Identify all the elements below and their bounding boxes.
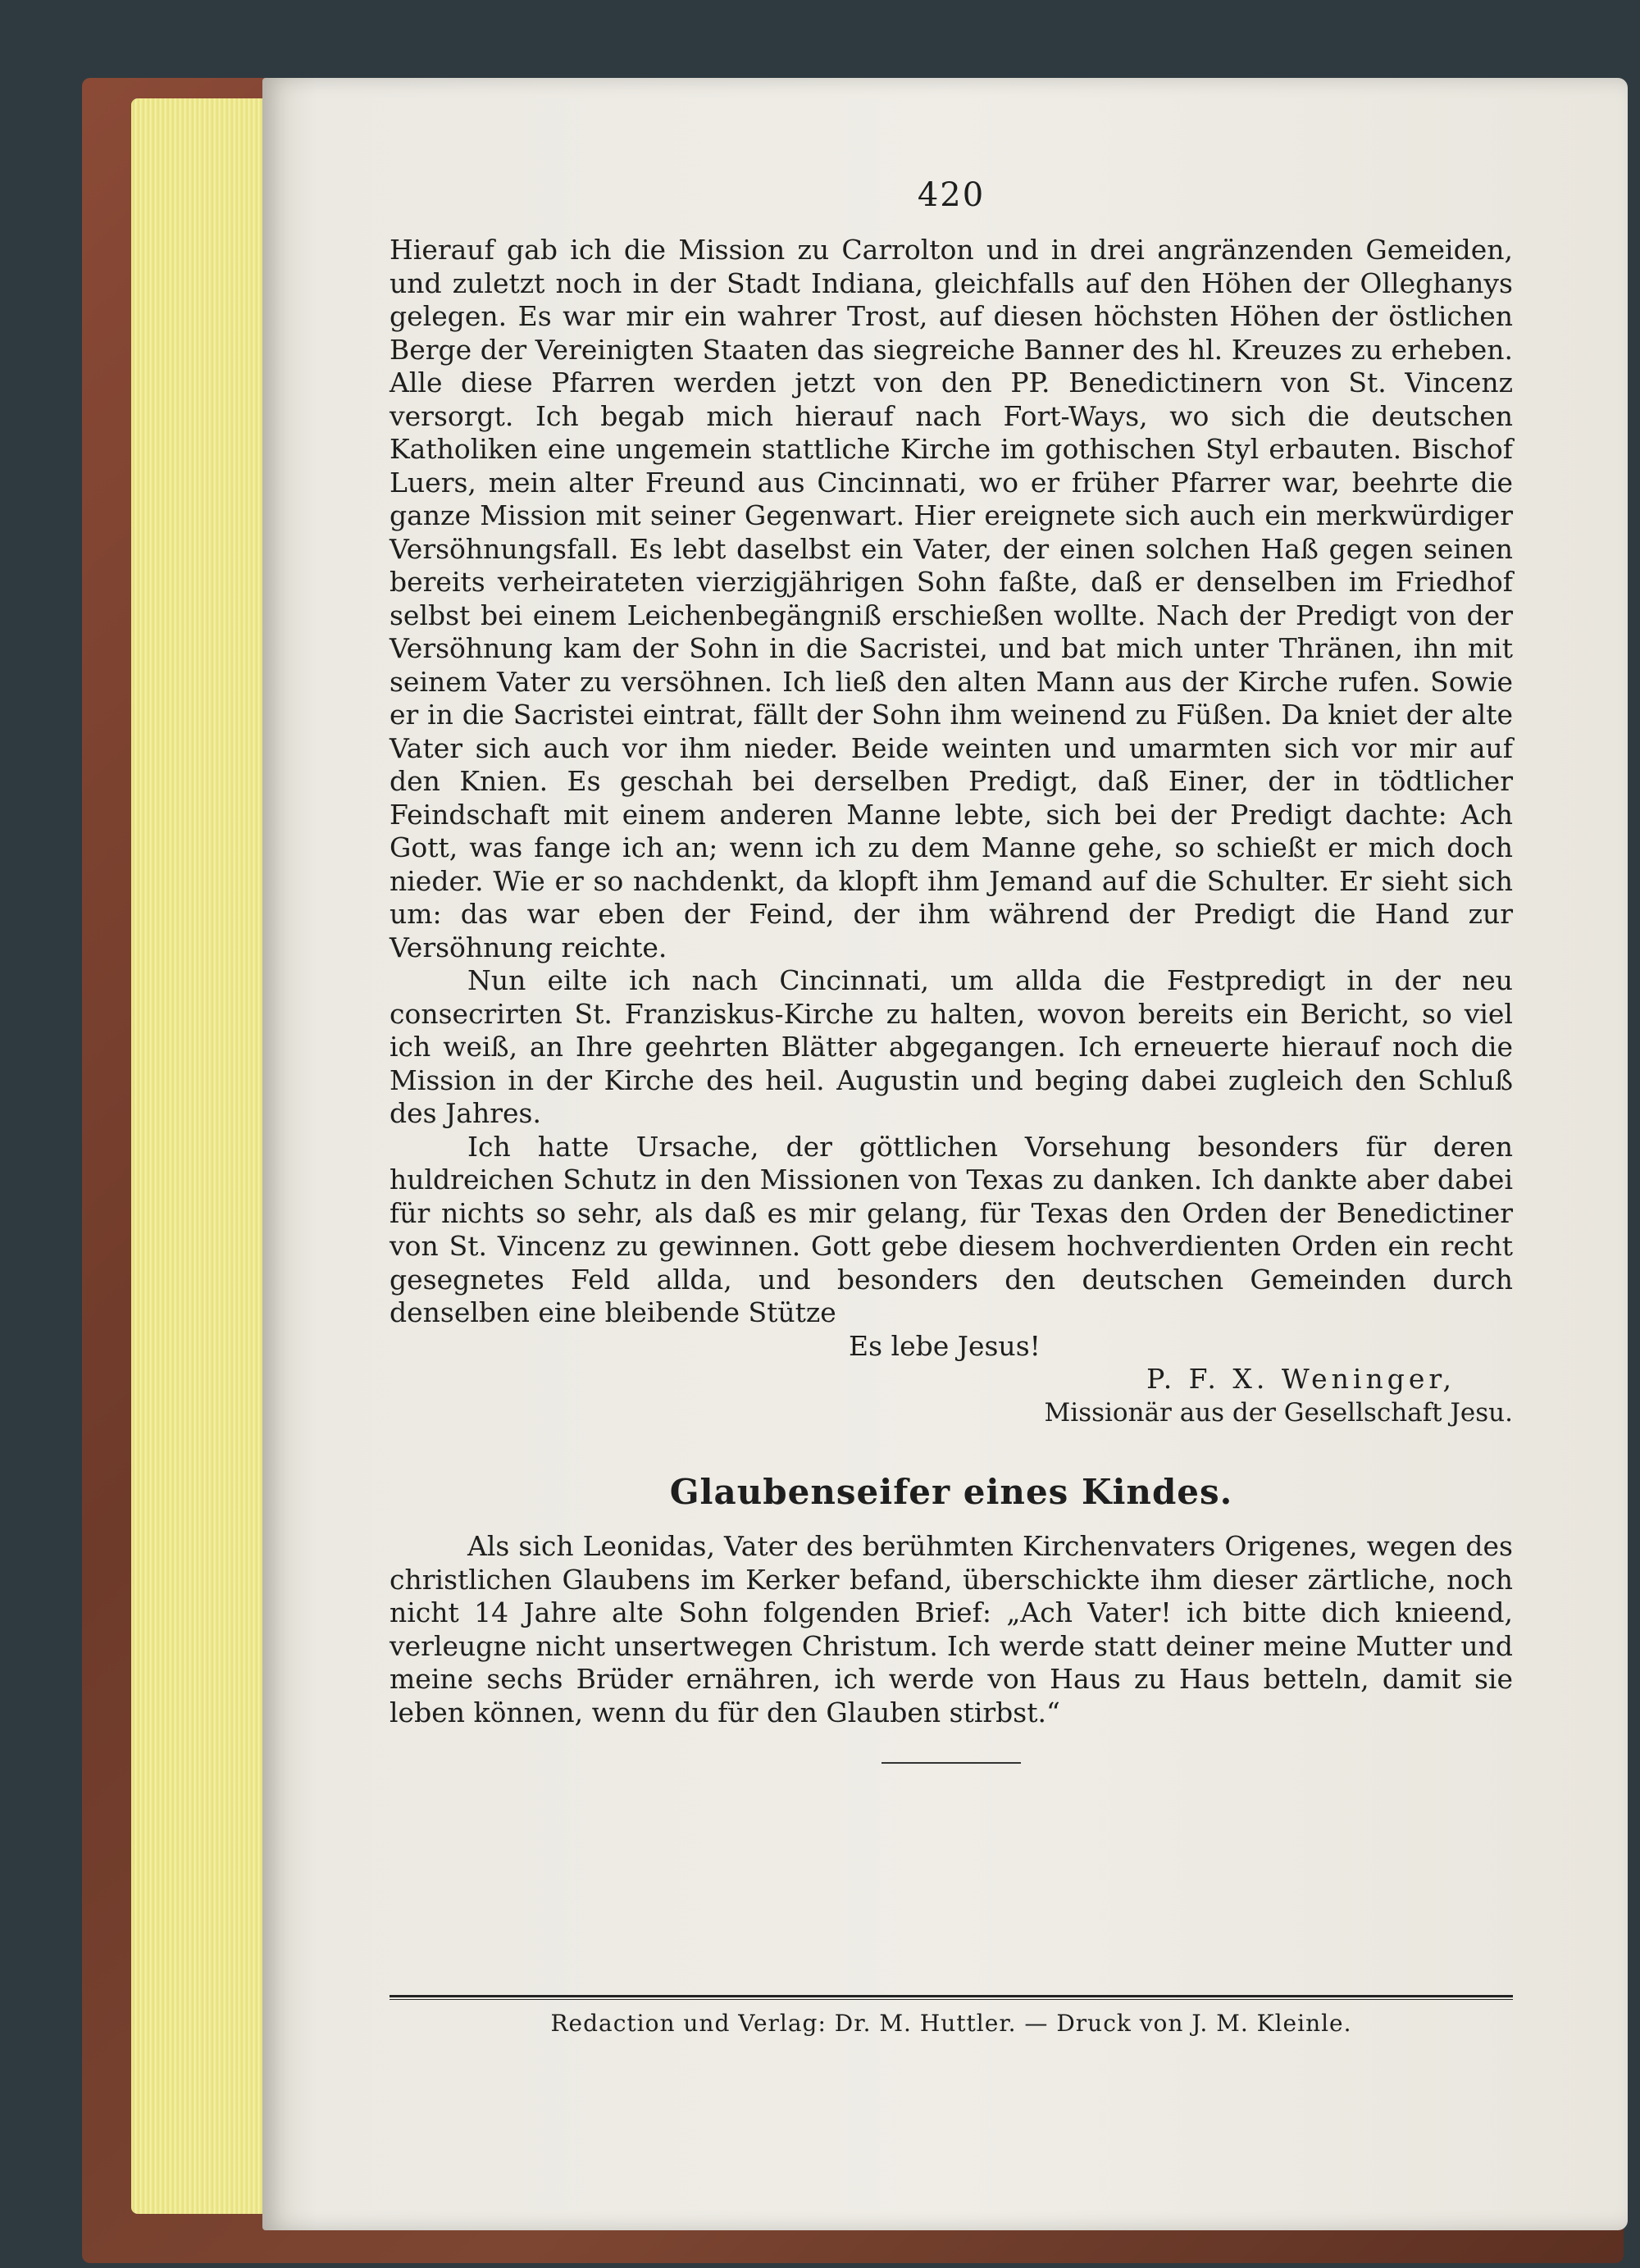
paragraph-thanks: Ich hatte Ursache, der göttlichen Vorsehung besonders für deren huldreichen Schutz in den Missionen von Texas zu danken. Ich dankte aber dabei für nichts so sehr, als daß es mir gelang, für Texas den Orden der Benedictiner von St. Vincenz zu gewinnen. Gott gebe diesem hochverdienten Orden ein recht gesegnetes Feld allda, und besonders den deutschen Gemeinden durch denselben eine bleibende Stütze <box>390 1130 1513 1328</box>
signature-role: Missionär aus der Gesellschaft Jesu. <box>1044 1397 1513 1428</box>
signature: P. F. X. Weninger, <box>1146 1363 1456 1395</box>
page-content <box>390 176 1513 2062</box>
footer <box>390 1995 1513 2037</box>
closing-greeting: Es lebe Jesus! <box>849 1329 1041 1362</box>
paragraph-mission-report: Hierauf gab ich die Mission zu Carrolton und in drei angränzenden Gemeiden, und zuletzt noch in der Stadt Indiana, gleichfalls auf den Höhen der Olleghanys gelegen. Es war mir ein wahrer Trost, auf diesen höchsten Höhen der östlichen Berge der Vereinigten Staaten das siegreiche Banner des hl. Kreuzes zu erheben. Alle diese Pfarren werden jetzt von den PP. Benedictinern von St. Vincenz versorgt. Ich begab mich hierauf nach Fort-Ways, wo sich die deutschen Katholiken eine ungemein stattliche Kirche im gothischen Styl erbauten. Bischof Luers, mein alter Freund aus Cincinnati, wo er früher Pfarrer war, beehrte die ganze Mission mit seiner Gegenwart. Hier ereignete sich auch ein merkwürdiger Versöhnungsfall. Es lebt daselbst ein Vater, der einen solchen Haß gegen seinen bereits verheirateten vierzigjährigen Sohn faßte, daß er denselben im Friedhof selbst bei einem Leichenbegängniß erschießen wollte. Nach der Predigt von der Versöhnung kam der Sohn in die Sacristei, und bat mich unter Thränen, ihn mit seinem Vater zu versöhnen. Ich ließ den alten Mann aus der Kirche rufen. Sowie er in die Sacristei eintrat, fällt der Sohn ihm weinend zu Füßen. Da kniet der alte Vater sich auch vor ihm nieder. Beide weinten und umarmten sich vor mir auf den Knien. Es geschah bei derselben Predigt, daß Einer, der in tödtlicher Feindschaft mit einem anderen Manne lebte, sich bei der Predigt dachte: Ach Gott, was fange ich an; wenn ich zu dem Manne gehe, so schießt er mich doch nieder. Wie er so nachdenkt, da klopft ihm Jemand auf die Schulter. Er sieht sich um: das war eben der Feind, der ihm während der Predigt die Hand zur Versöhnung reichte. <box>390 234 1513 963</box>
page-edges <box>131 98 279 2214</box>
article-heading: Glaubenseifer eines Kindes. <box>669 1472 1233 1512</box>
page-number: 420 <box>917 176 986 214</box>
article-paragraph: Als sich Leonidas, Vater des berühmten Kirchenvaters Origenes, wegen des christlichen Glaubens im Kerker befand, überschickte ihm dieser zärtliche, noch nicht 14 Jahre alte Sohn folgenden Brief: „Ach Vater! ich bitte dich knieend, verleugne nicht unsertwegen Christum. Ich werde statt deiner meine Mutter und meine sechs Brüder ernähren, ich werde von Haus zu Haus betteln, damit sie leben können, wenn du für den Glauben stirbst.“ <box>390 1530 1513 1728</box>
footer-imprint: Redaction und Verlag: Dr. M. Huttler. — Druck von J. M. Kleinle. <box>390 1999 1513 2037</box>
end-rule <box>882 1762 1021 1764</box>
paragraph-cincinnati: Nun eilte ich nach Cincinnati, um allda die Festpredigt in der neu consecrirten St. Franziskus-Kirche zu halten, wovon bereits ein Bericht, so viel ich weiß, an Ihre geehrten Blätter abgegangen. Ich erneuerte hierauf noch die Mission in der Kirche des heil. Augustin und beging dabei zugleich den Schluß des Jahres. <box>390 964 1513 1129</box>
